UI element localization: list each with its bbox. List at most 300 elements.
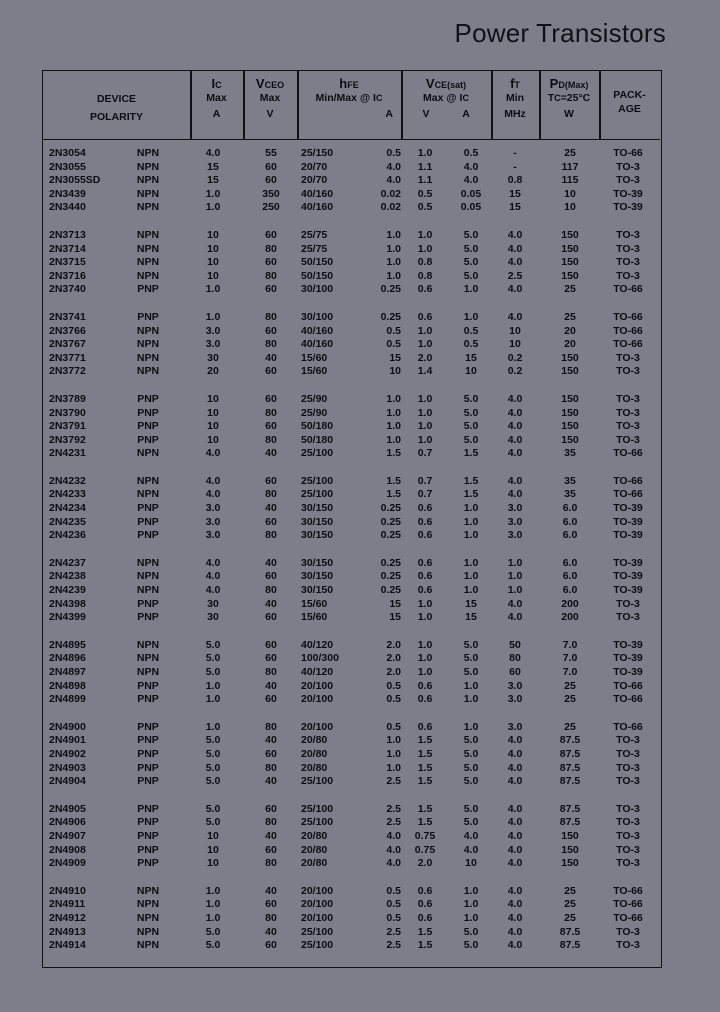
vcesat-ic-cell: 1.0: [463, 584, 479, 597]
ic-cell: 1.0: [205, 187, 221, 200]
ft-cell: 3.0: [507, 502, 523, 515]
hfe-ic-cell: 0.02: [380, 201, 401, 214]
hfe-ic-cell: 15: [389, 597, 401, 610]
vcesat-cell: 1.0: [417, 406, 433, 419]
hfe-ic-cell: 4.0: [386, 857, 401, 870]
vceo-cell: 60: [265, 898, 277, 911]
device-cell: 2N4234: [49, 502, 86, 515]
hfe-cell: 20/80: [301, 829, 328, 842]
ft-cell: 10: [509, 338, 521, 351]
ft-cell: 4.0: [507, 802, 523, 815]
ic-cell: 10: [207, 406, 219, 419]
ft-cell: 10: [509, 324, 521, 337]
polarity-cell: PNP: [137, 747, 159, 760]
pd-cell: 20: [564, 324, 576, 337]
vcesat-cell: 1.5: [417, 734, 433, 747]
hfe-ic-cell: 2.5: [386, 802, 401, 815]
hfe-cell: 30/150: [301, 502, 334, 515]
hfe-ic-cell: 0.25: [380, 515, 401, 528]
vcesat-ic-cell: 0.5: [463, 338, 479, 351]
vcesat-cell: 1.0: [417, 420, 433, 433]
device-cell: 2N3767: [49, 338, 86, 351]
package-cell: TO-3: [616, 843, 640, 856]
ft-cell: 4.0: [507, 420, 523, 433]
ic-cell: 4.0: [205, 147, 221, 159]
vcesat-ic-cell: 1.0: [463, 556, 479, 569]
ft-cell: 3.0: [507, 679, 523, 692]
table-row: [43, 434, 660, 448]
package-cell: TO-3: [616, 160, 640, 173]
vcesat-ic-cell: 5.0: [463, 420, 479, 433]
hfe-ic-cell: 2.0: [386, 652, 401, 665]
polarity-cell: NPN: [136, 666, 160, 678]
pd-cell: 150: [561, 392, 579, 405]
polarity-cell: PNP: [137, 283, 159, 296]
ft-cell: 3.0: [507, 693, 523, 706]
ft-cell: 4.0: [507, 310, 523, 323]
polarity-cell: PNP: [137, 843, 159, 856]
ic-cell: 3.0: [205, 529, 221, 542]
table-row: [43, 939, 660, 953]
ft-cell: 4.0: [507, 406, 523, 419]
ic-cell: 30: [207, 351, 219, 364]
vcesat-cell: 0.75: [414, 829, 436, 842]
device-cell: 2N3054: [49, 147, 86, 159]
ic-cell: 5.0: [205, 761, 221, 774]
hfe-ic-cell: 1.0: [386, 256, 401, 269]
hfe-cell: 25/100: [301, 925, 334, 938]
polarity-cell: PNP: [137, 775, 159, 788]
pd-cell: 150: [561, 843, 579, 856]
pd-cell: 150: [561, 857, 579, 870]
ft-cell: 4.0: [507, 611, 523, 624]
hfe-cell: 40/120: [301, 638, 334, 651]
vcesat-cell: 1.5: [417, 816, 433, 829]
pd-cell: 87.5: [559, 734, 581, 747]
ic-cell: 10: [207, 433, 219, 446]
hfe-ic-cell: 15: [389, 611, 401, 624]
hfe-cell: 15/60: [301, 611, 328, 624]
table-row: [43, 762, 660, 776]
vcesat-cell: 0.6: [417, 529, 433, 542]
package-cell: TO-39: [613, 570, 643, 583]
package-cell: TO-66: [613, 693, 643, 706]
vcesat-ic-cell: 5.0: [463, 652, 479, 665]
ft-cell: 0.2: [507, 351, 523, 364]
table-row: [43, 516, 660, 530]
device-cell: 2N3741: [49, 310, 86, 323]
vcesat-ic-cell: 5.0: [463, 925, 479, 938]
pd-cell: 25: [564, 679, 576, 692]
hfe-ic-cell: 0.5: [386, 338, 401, 351]
package-cell: TO-3: [616, 775, 640, 788]
vcesat-cell: 1.0: [417, 324, 433, 337]
vcesat-ic-cell: 0.5: [463, 147, 479, 159]
ft-cell: 0.8: [507, 174, 523, 187]
ft-cell: 4.0: [507, 228, 523, 241]
package-cell: TO-39: [613, 201, 643, 214]
vcesat-ic-cell: 15: [465, 611, 477, 624]
device-cell: 2N4913: [49, 925, 86, 938]
ic-cell: 1.0: [205, 898, 221, 911]
table-row: [43, 338, 660, 352]
hfe-cell: 20/80: [301, 857, 328, 870]
vcesat-cell: 1.5: [417, 925, 433, 938]
vceo-cell: 80: [265, 242, 277, 255]
package-cell: TO-39: [613, 584, 643, 597]
table-row: [43, 283, 660, 297]
polarity-cell: NPN: [136, 584, 160, 597]
polarity-cell: NPN: [136, 201, 160, 214]
package-cell: TO-66: [613, 898, 643, 911]
polarity-cell: NPN: [136, 556, 160, 569]
table-row: [43, 775, 660, 789]
vcesat-cell: 0.6: [417, 720, 433, 733]
hfe-cell: 30/150: [301, 556, 334, 569]
hfe-ic-cell: 1.0: [386, 242, 401, 255]
device-cell: 2N4232: [49, 474, 86, 487]
pd-cell: 150: [561, 228, 579, 241]
device-cell: 2N4398: [49, 597, 86, 610]
hfe-ic-cell: 0.5: [386, 693, 401, 706]
table-row: [43, 652, 660, 666]
vcesat-cell: 1.0: [417, 638, 433, 651]
hfe-ic-cell: 0.5: [386, 884, 401, 897]
vcesat-cell: 1.0: [417, 242, 433, 255]
ft-cell: 4.0: [507, 911, 523, 924]
package-cell: TO-39: [613, 652, 643, 665]
pd-cell: 10: [564, 187, 576, 200]
vcesat-cell: 2.0: [417, 857, 433, 870]
pd-cell: 10: [564, 201, 576, 214]
table-row: [43, 611, 660, 625]
polarity-cell: PNP: [137, 392, 159, 405]
pd-cell: 87.5: [559, 775, 581, 788]
hfe-cell: 25/100: [301, 939, 334, 952]
ic-cell: 5.0: [205, 734, 221, 747]
header-vceo: VCEO Max V: [255, 76, 285, 120]
device-cell: 2N4912: [49, 911, 86, 924]
ft-cell: 4.0: [507, 925, 523, 938]
ic-cell: 5.0: [205, 638, 221, 651]
vceo-cell: 80: [265, 269, 277, 282]
package-cell: TO-66: [613, 324, 643, 337]
hfe-cell: 40/160: [301, 338, 334, 351]
package-cell: TO-3: [616, 829, 640, 842]
hfe-ic-cell: 0.25: [380, 556, 401, 569]
pd-cell: 25: [564, 283, 576, 296]
table-row: [43, 803, 660, 817]
device-cell: 2N4902: [49, 747, 86, 760]
hfe-ic-cell: 0.5: [386, 720, 401, 733]
device-cell: 2N4903: [49, 761, 86, 774]
polarity-cell: NPN: [136, 652, 160, 665]
vceo-cell: 40: [265, 351, 277, 364]
hfe-cell: 20/100: [301, 693, 334, 706]
polarity-cell: NPN: [136, 925, 160, 938]
vceo-cell: 80: [265, 584, 277, 597]
vcesat-cell: 0.6: [417, 693, 433, 706]
pd-cell: 6.0: [562, 529, 578, 542]
ic-cell: 4.0: [205, 474, 221, 487]
hfe-ic-cell: 4.0: [386, 829, 401, 842]
package-cell: TO-66: [613, 147, 643, 159]
device-cell: 2N4909: [49, 857, 86, 870]
device-cell: 2N4236: [49, 529, 86, 542]
device-cell: 2N4897: [49, 666, 86, 678]
ic-cell: 10: [207, 843, 219, 856]
vceo-cell: 40: [265, 556, 277, 569]
hfe-cell: 30/150: [301, 529, 334, 542]
package-cell: TO-66: [613, 720, 643, 733]
package-cell: TO-3: [616, 747, 640, 760]
pd-cell: 150: [561, 256, 579, 269]
ic-cell: 5.0: [205, 747, 221, 760]
ft-cell: 4.0: [507, 597, 523, 610]
vceo-cell: 60: [265, 843, 277, 856]
hfe-cell: 20/100: [301, 911, 334, 924]
vcesat-cell: 0.7: [417, 474, 433, 487]
package-cell: TO-3: [616, 939, 640, 952]
ic-cell: 30: [207, 611, 219, 624]
table-row: [43, 447, 660, 461]
ft-cell: 0.2: [507, 365, 523, 378]
ic-cell: 5.0: [205, 666, 221, 678]
device-cell: 2N3772: [49, 365, 86, 378]
vcesat-ic-cell: 1.0: [463, 720, 479, 733]
ic-cell: 10: [207, 269, 219, 282]
pd-cell: 150: [561, 242, 579, 255]
table-row: [43, 816, 660, 830]
table-body: [43, 147, 660, 967]
polarity-cell: PNP: [137, 734, 159, 747]
polarity-cell: NPN: [136, 365, 160, 378]
ft-cell: 15: [509, 201, 521, 214]
package-cell: TO-39: [613, 529, 643, 542]
package-cell: TO-66: [613, 911, 643, 924]
ic-cell: 15: [207, 174, 219, 187]
vcesat-ic-cell: 1.0: [463, 911, 479, 924]
polarity-cell: PNP: [137, 611, 159, 624]
vcesat-ic-cell: 1.0: [463, 898, 479, 911]
device-cell: 2N4900: [49, 720, 86, 733]
ft-cell: 4.0: [507, 816, 523, 829]
table-row: [43, 325, 660, 339]
hfe-ic-cell: 1.0: [386, 406, 401, 419]
vcesat-ic-cell: 5.0: [463, 761, 479, 774]
ft-cell: 4.0: [507, 829, 523, 842]
hfe-ic-cell: 0.5: [386, 324, 401, 337]
table-row: [43, 161, 660, 175]
vceo-cell: 80: [265, 761, 277, 774]
polarity-cell: PNP: [137, 816, 159, 829]
table-row: [43, 229, 660, 243]
hfe-cell: 15/60: [301, 597, 328, 610]
ic-cell: 30: [207, 597, 219, 610]
vcesat-ic-cell: 5.0: [463, 666, 479, 678]
hfe-cell: 20/100: [301, 679, 334, 692]
hfe-cell: 25/75: [301, 228, 328, 241]
table-row: [43, 844, 660, 858]
device-cell: 2N3766: [49, 324, 86, 337]
package-cell: TO-66: [613, 447, 643, 460]
hfe-ic-cell: 1.5: [386, 474, 401, 487]
pd-cell: 25: [564, 310, 576, 323]
hfe-ic-cell: 0.5: [386, 911, 401, 924]
polarity-cell: NPN: [136, 939, 160, 952]
ic-cell: 10: [207, 228, 219, 241]
vcesat-cell: 1.0: [417, 597, 433, 610]
polarity-cell: PNP: [137, 502, 159, 515]
ic-cell: 5.0: [205, 939, 221, 952]
ft-cell: 1.0: [507, 570, 523, 583]
package-cell: TO-3: [616, 228, 640, 241]
package-cell: TO-39: [613, 666, 643, 678]
device-cell: 2N3055SD: [49, 174, 101, 187]
ic-cell: 3.0: [205, 324, 221, 337]
vcesat-cell: 1.4: [417, 365, 433, 378]
device-cell: 2N3791: [49, 420, 86, 433]
polarity-cell: NPN: [136, 474, 160, 487]
hfe-ic-cell: 15: [389, 351, 401, 364]
pd-cell: 6.0: [562, 570, 578, 583]
hfe-cell: 30/150: [301, 515, 334, 528]
vcesat-ic-cell: 5.0: [463, 939, 479, 952]
device-cell: 2N3790: [49, 406, 86, 419]
table-row: [43, 147, 660, 161]
device-cell: 2N3439: [49, 187, 86, 200]
hfe-cell: 20/100: [301, 898, 334, 911]
vcesat-cell: 0.6: [417, 556, 433, 569]
device-cell: 2N4910: [49, 884, 86, 897]
ic-cell: 1.0: [205, 201, 221, 214]
hfe-ic-cell: 0.5: [386, 147, 401, 159]
package-cell: TO-3: [616, 256, 640, 269]
vcesat-ic-cell: 5.0: [463, 269, 479, 282]
hfe-cell: 25/90: [301, 406, 328, 419]
hfe-cell: 20/80: [301, 843, 328, 856]
vcesat-ic-cell: 4.0: [463, 843, 479, 856]
hfe-cell: 100/300: [301, 652, 339, 665]
vcesat-cell: 0.6: [417, 310, 433, 323]
polarity-cell: PNP: [137, 420, 159, 433]
polarity-cell: PNP: [137, 693, 159, 706]
vceo-cell: 80: [265, 911, 277, 924]
table-row: [43, 529, 660, 543]
vcesat-cell: 0.5: [417, 201, 433, 214]
ic-cell: 4.0: [205, 570, 221, 583]
package-cell: TO-66: [613, 283, 643, 296]
transistor-table: [42, 70, 662, 968]
polarity-cell: PNP: [137, 761, 159, 774]
vceo-cell: 60: [265, 324, 277, 337]
pd-cell: 87.5: [559, 747, 581, 760]
vceo-cell: 250: [262, 201, 280, 214]
polarity-cell: NPN: [136, 898, 160, 911]
header-package: PACK- AGE: [613, 89, 646, 116]
vceo-cell: 60: [265, 392, 277, 405]
row-group: [43, 885, 660, 953]
ft-cell: 60: [509, 666, 521, 678]
polarity-cell: NPN: [136, 269, 160, 282]
package-cell: TO-3: [616, 351, 640, 364]
package-cell: TO-3: [616, 761, 640, 774]
device-cell: 2N4239: [49, 584, 86, 597]
table-row: [43, 570, 660, 584]
hfe-cell: 30/100: [301, 310, 334, 323]
package-cell: TO-66: [613, 310, 643, 323]
vcesat-cell: 0.6: [417, 515, 433, 528]
package-cell: TO-3: [616, 420, 640, 433]
ic-cell: 15: [207, 160, 219, 173]
pd-cell: 6.0: [562, 584, 578, 597]
header-hfe: hFE Min/Max @ IC A: [315, 76, 393, 120]
ic-cell: 10: [207, 829, 219, 842]
row-group: [43, 147, 660, 215]
vceo-cell: 80: [265, 433, 277, 446]
hfe-cell: 30/150: [301, 570, 334, 583]
hfe-ic-cell: 0.25: [380, 570, 401, 583]
vcesat-cell: 1.5: [417, 939, 433, 952]
table-row: [43, 488, 660, 502]
ic-cell: 1.0: [205, 693, 221, 706]
hfe-ic-cell: 1.0: [386, 228, 401, 241]
ic-cell: 1.0: [205, 911, 221, 924]
hfe-cell: 25/100: [301, 802, 334, 815]
ft-cell: 1.0: [507, 556, 523, 569]
vcesat-cell: 0.6: [417, 898, 433, 911]
table-row: [43, 885, 660, 899]
ic-cell: 10: [207, 420, 219, 433]
vcesat-cell: 1.1: [417, 160, 433, 173]
vcesat-cell: 0.7: [417, 447, 433, 460]
header-pd: PD(Max) TC=25°C W: [547, 76, 591, 120]
pd-cell: 150: [561, 269, 579, 282]
hfe-ic-cell: 0.02: [380, 187, 401, 200]
ic-cell: 5.0: [205, 775, 221, 788]
package-cell: TO-3: [616, 802, 640, 815]
ft-cell: 4.0: [507, 283, 523, 296]
vcesat-ic-cell: 5.0: [463, 638, 479, 651]
vceo-cell: 60: [265, 174, 277, 187]
vceo-cell: 60: [265, 693, 277, 706]
vceo-cell: 55: [265, 147, 277, 159]
package-cell: TO-66: [613, 338, 643, 351]
vceo-cell: 80: [265, 310, 277, 323]
vcesat-cell: 0.8: [417, 256, 433, 269]
pd-cell: 150: [561, 420, 579, 433]
pd-cell: 150: [561, 406, 579, 419]
vcesat-ic-cell: 1.0: [463, 884, 479, 897]
vcesat-ic-cell: 5.0: [463, 228, 479, 241]
hfe-cell: 20/70: [301, 160, 328, 173]
package-cell: TO-3: [616, 242, 640, 255]
vcesat-ic-cell: 1.0: [463, 283, 479, 296]
ft-cell: -: [513, 160, 517, 173]
ft-cell: 4.0: [507, 392, 523, 405]
ft-cell: 4.0: [507, 242, 523, 255]
table-row: [43, 748, 660, 762]
vceo-cell: 80: [265, 529, 277, 542]
hfe-ic-cell: 4.0: [386, 174, 401, 187]
ic-cell: 1.0: [205, 884, 221, 897]
vcesat-ic-cell: 15: [465, 597, 477, 610]
hfe-ic-cell: 4.0: [386, 160, 401, 173]
hfe-ic-cell: 0.25: [380, 529, 401, 542]
hfe-cell: 30/100: [301, 283, 334, 296]
device-cell: 2N4237: [49, 556, 86, 569]
polarity-cell: NPN: [136, 638, 160, 651]
